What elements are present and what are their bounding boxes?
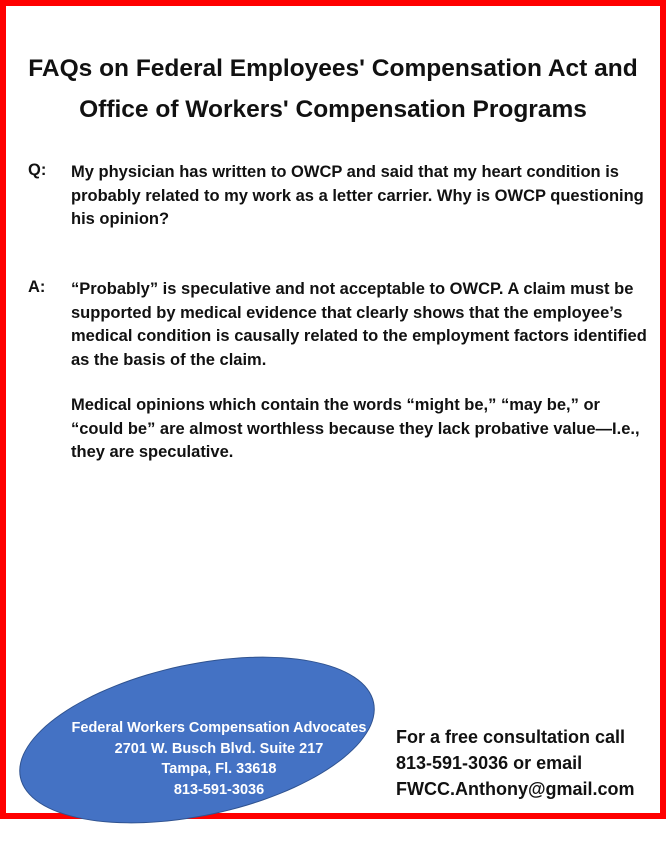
answer-label: A: [28, 278, 46, 296]
organization-city: Tampa, Fl. 33618 [161, 761, 277, 777]
contact-info [396, 724, 666, 802]
answer-paragraph-2: Medical opinions which contain the words “might be,” “may be,” or “could be” are almost worthless because they lack probative value—I.e., they are speculative. [71, 396, 640, 461]
contact-line-2: 813-591-3036 or email [396, 753, 583, 773]
page-title [16, 48, 650, 130]
organization-phone: 813-591-3036 [173, 781, 265, 798]
question-text: My physician has written to OWCP and said that my heart condition is probably related to my work as a letter carrier. Why is OWCP questioning his opinion? [71, 163, 644, 228]
question-label: Q: [28, 161, 47, 179]
answer-paragraph-1: “Probably” is speculative and not acceptable to OWCP. A claim must be supported by medical evidence that clearly shows that the employee’s medical condition is causally related to the employment factors identified as the basis of the claim. [71, 280, 647, 369]
organization-address: 2701 W. Busch Blvd. Suite 217 [114, 740, 324, 757]
contact-email[interactable]: FWCC.Anthony@gmail.com [396, 779, 635, 799]
title-line-2: Office of Workers' Compensation Programs [79, 96, 587, 123]
organization-info [54, 718, 384, 800]
contact-line-1: For a free consultation call [396, 727, 626, 747]
organization-name: Federal Workers Compensation Advocates [71, 720, 367, 736]
title-line-1: FAQs on Federal Employees' Compensation Act and [28, 55, 638, 82]
